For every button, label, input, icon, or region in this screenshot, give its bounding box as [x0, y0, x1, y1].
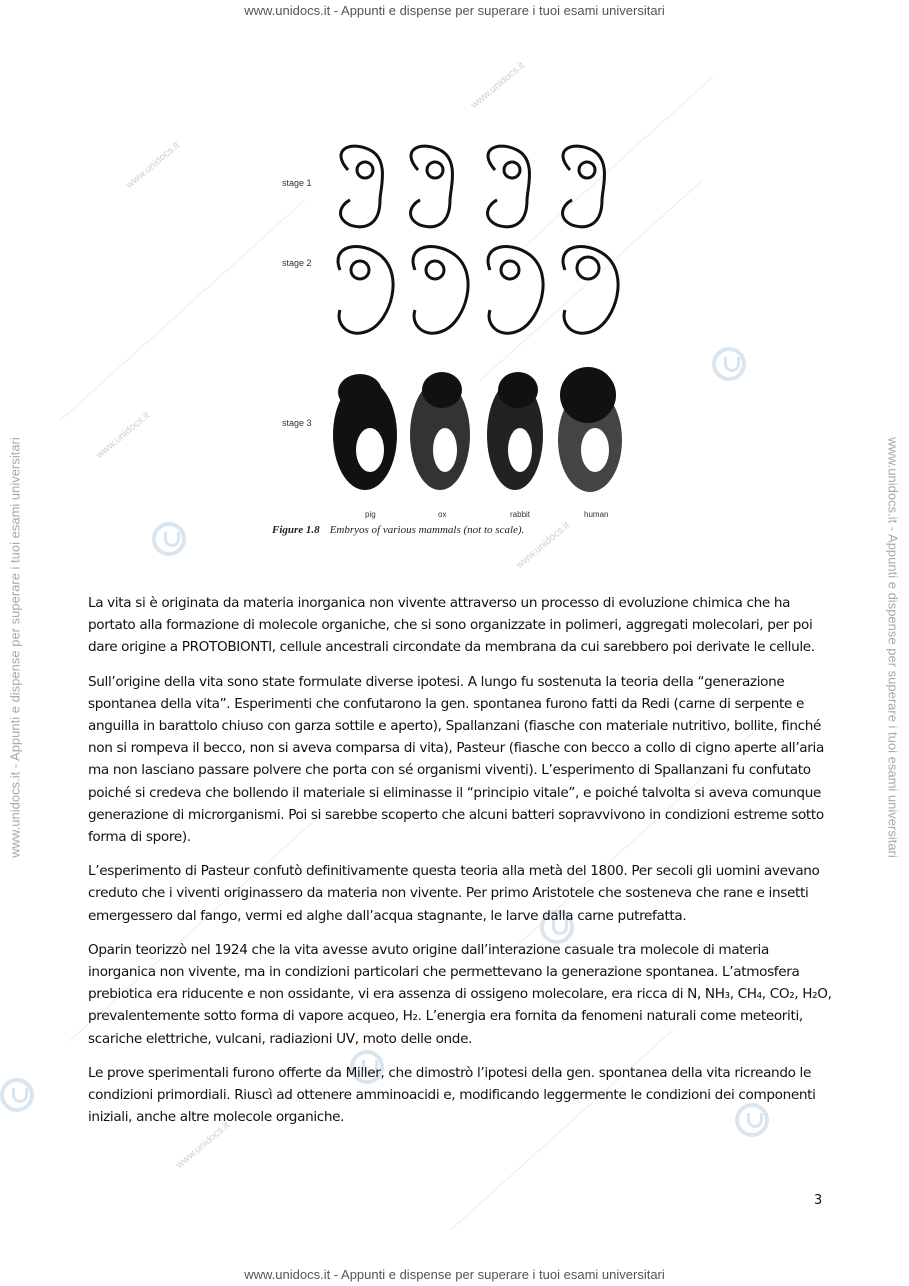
footer-watermark: www.unidocs.it - Appunti e dispense per superare i tuoi esami universitari [244, 1267, 665, 1282]
page-number: 3 [814, 1193, 823, 1208]
embryo-rabbit-stage2 [488, 247, 543, 334]
embryo-ox-stage2 [413, 247, 468, 334]
embryo-rabbit-stage1 [488, 146, 530, 227]
embryo-figure [270, 130, 630, 540]
stage-label: stage 3 [282, 418, 312, 428]
embryo-pig-stage1 [341, 146, 383, 227]
paragraph: Sull’origine della vita sono state formulate diverse ipotesi. A lungo fu sostenuta la teoria della “generazione spontanea della vita”. Esperimenti che confutarono la gen. spontanea furono fatti da Redi (carne di serpente e anguilla in barattolo chiuso con garza sottile e aperto), Spallanzani (fiasche con materiale nutritivo, bollite, finché non si rompeva il becco, non si aveva comparsa di vita), Pasteur (fiasche con becco a collo di cigno aperte all’aria ma non lasciano passare polvere che porta con sé organismi viventi). L’esperimento di Spallanzani fu confutato poiché si credeva che bollendo il materiale si eliminasse il “principio vitale”, e poiché talvolta si aveva comunque generazione di microrganismi. Poi si sarebbe scoperto che alcuni batteri sopravvivono in condizioni estreme sotto forma di spore). [88, 673, 824, 846]
embryo-human-stage2 [563, 247, 618, 334]
header-watermark: www.unidocs.it - Appunti e dispense per superare i tuoi esami universitari [244, 3, 665, 18]
animal-label: rabbit [510, 510, 531, 519]
watermark-site-text: www.unidocs.it [174, 1120, 232, 1171]
paragraph: Oparin teorizzò nel 1924 che la vita avesse avuto origine dall’interazione casuale tra molecole di materia inorganica non vivente, ma in condizioni particolari che permettevano la generazione spontanea. L’atmosfera prebiotica era riducente e non ossidante, vi era assenza di ossigeno molecolare, era ricca di N, NH₃, CH₄, CO₂, H₂O, prevalentemente sotto forma di vapore acqueo, H₂. L’energia era fornita da fenomeni naturali come meteoriti, scariche elettriche, vulcani, radiazioni UV, moto delle onde. [88, 941, 832, 1047]
watermark-site-text: www.unidocs.it [514, 520, 572, 571]
unidocs-logo-icon [152, 522, 186, 556]
stage-label: stage 2 [282, 258, 312, 268]
animal-label: human [584, 510, 609, 519]
paragraph: Le prove sperimentali furono offerte da Miller, che dimostrò l’ipotesi della gen. spontanea della vita ricreando le condizioni primordiali. Riuscì ad ottenere amminoacidi e, modificando leggermente le condizioni dei componenti iniziali, anche altre molecole organiche. [88, 1064, 816, 1126]
watermark-site-text: www.unidocs.it [94, 410, 152, 461]
embryo-illustrations [270, 130, 630, 510]
figure-caption-text: Embryos of various mammals (not to scale). [329, 524, 525, 536]
figure-caption [272, 524, 524, 536]
figure-caption-label: Figure 1.8 [272, 524, 320, 536]
watermark-site-text: www.unidocs.it [124, 140, 182, 191]
unidocs-logo-icon [0, 1078, 34, 1112]
unidocs-logo-icon [712, 347, 746, 381]
paragraph: La vita si è originata da materia inorganica non vivente attraverso un processo di evoluzione chimica che ha portato alla formazione di molecole organiche, che si sono organizzate in polimeri, aggregati molecolari, per poi dare origine a PROTOBIONTI, cellule ancestrali circondate da membrana da cui sarebbero poi derivate le cellule. [88, 595, 815, 656]
animal-label: pig [365, 510, 376, 519]
left-side-watermark: www.unidocs.it - Appunti e dispense per superare i tuoi esami universitari [7, 437, 23, 858]
animal-label: ox [438, 510, 447, 519]
watermark-site-text: www.unidocs.it [469, 60, 527, 111]
embryo-pig-stage2 [338, 247, 393, 334]
watermark-line [60, 199, 306, 421]
stage-label: stage 1 [282, 178, 312, 188]
paragraph: L’esperimento di Pasteur confutò definitivamente questa teoria alla metà del 1800. Per secoli gli uomini avevano creduto che i viventi originassero da materia non vivente. Per primo Aristotele che sosteneva che rane e insetti emergessero dal fango, vermi ed alghe dall’acqua stagnante, le larve dalla carne putrefatta. [88, 863, 820, 924]
embryo-ox-stage1 [411, 146, 453, 227]
embryo-human-stage1 [563, 146, 605, 227]
body-text [88, 592, 833, 1140]
right-side-watermark: www.unidocs.it - Appunti e dispense per superare i tuoi esami universitari [885, 437, 901, 858]
